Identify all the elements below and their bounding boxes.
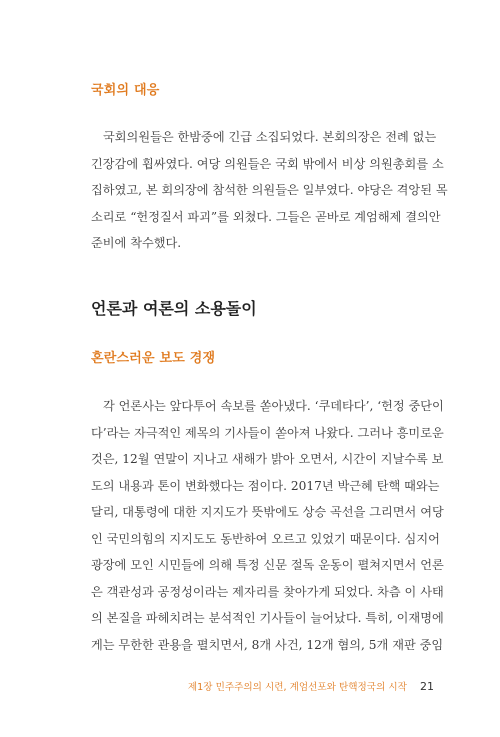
section-subheading: 혼란스러운 보도 경쟁 — [91, 351, 216, 366]
paragraph-line: 도의 내용과 톤이 변화했다는 점이다. 2017년 박근혜 탄핵 때와는 — [91, 478, 440, 493]
paragraph-line: 게는 무한한 관용을 펼치면서, 8개 사건, 12개 혐의, 5개 재판 중임 — [91, 637, 444, 652]
paragraph-line: 다’라는 자극적인 제목의 기사들이 쏟아져 나왔다. 그러나 흥미로운 — [91, 425, 444, 440]
paragraph-line: 준비에 착수했다. — [91, 236, 182, 250]
section-title: 언론과 여론의 소용돌이 — [91, 299, 257, 318]
body-paragraph — [91, 393, 444, 658]
paragraph-line: 긴장감에 휩싸였다. 여당 의원들은 국회 밖에서 비상 의원총회를 소 — [91, 156, 444, 171]
paragraph-line: 것은, 12월 연말이 지나고 새해가 밝아 오면서, 시간이 지날수록 보 — [91, 452, 444, 466]
paragraph-line: 집하였고, 본 회의장에 참석한 의원들은 일부였다. 야당은 격앙된 목 — [91, 183, 448, 197]
paragraph-line: 달리, 대통령에 대한 지지도가 뜻밖에도 상승 곡선을 그리면서 여당 — [91, 505, 444, 519]
section-subheading: 국회의 대응 — [91, 83, 160, 98]
paragraph-line: 인 국민의힘의 지지도도 동반하여 오르고 있었기 때문이다. 심지어 — [91, 531, 440, 546]
page-number: 21 — [420, 680, 434, 693]
chapter-number: 제1장 — [187, 682, 213, 693]
paragraph-line: 각 언론사는 앞다투어 속보를 쏟아냈다. ‘쿠데타다’, ‘헌정 중단이 — [103, 399, 444, 413]
paragraph-line: 소리로 “헌정질서 파괴”를 외쳤다. 그들은 곧바로 계엄해제 결의안 — [91, 209, 441, 224]
body-paragraph — [91, 124, 448, 257]
paragraph-line: 은 객관성과 공정성이라는 제자리를 찾아가게 되었다. 차츰 이 사태 — [91, 584, 444, 599]
page-footer — [188, 679, 434, 693]
paragraph-line: 의 본질을 파헤치려는 분석적인 기사들이 늘어났다. 특히, 이재명에 — [91, 611, 444, 625]
paragraph-line: 국회의원들은 한밤중에 긴급 소집되었다. 본회의장은 전례 없는 — [103, 130, 437, 144]
chapter-title: 민주주의의 시련, 계엄선포와 탄핵정국의 시작 — [215, 682, 407, 693]
paragraph-line: 광장에 모인 시민들에 의해 특정 신문 절독 운동이 펼쳐지면서 언론 — [91, 558, 444, 572]
